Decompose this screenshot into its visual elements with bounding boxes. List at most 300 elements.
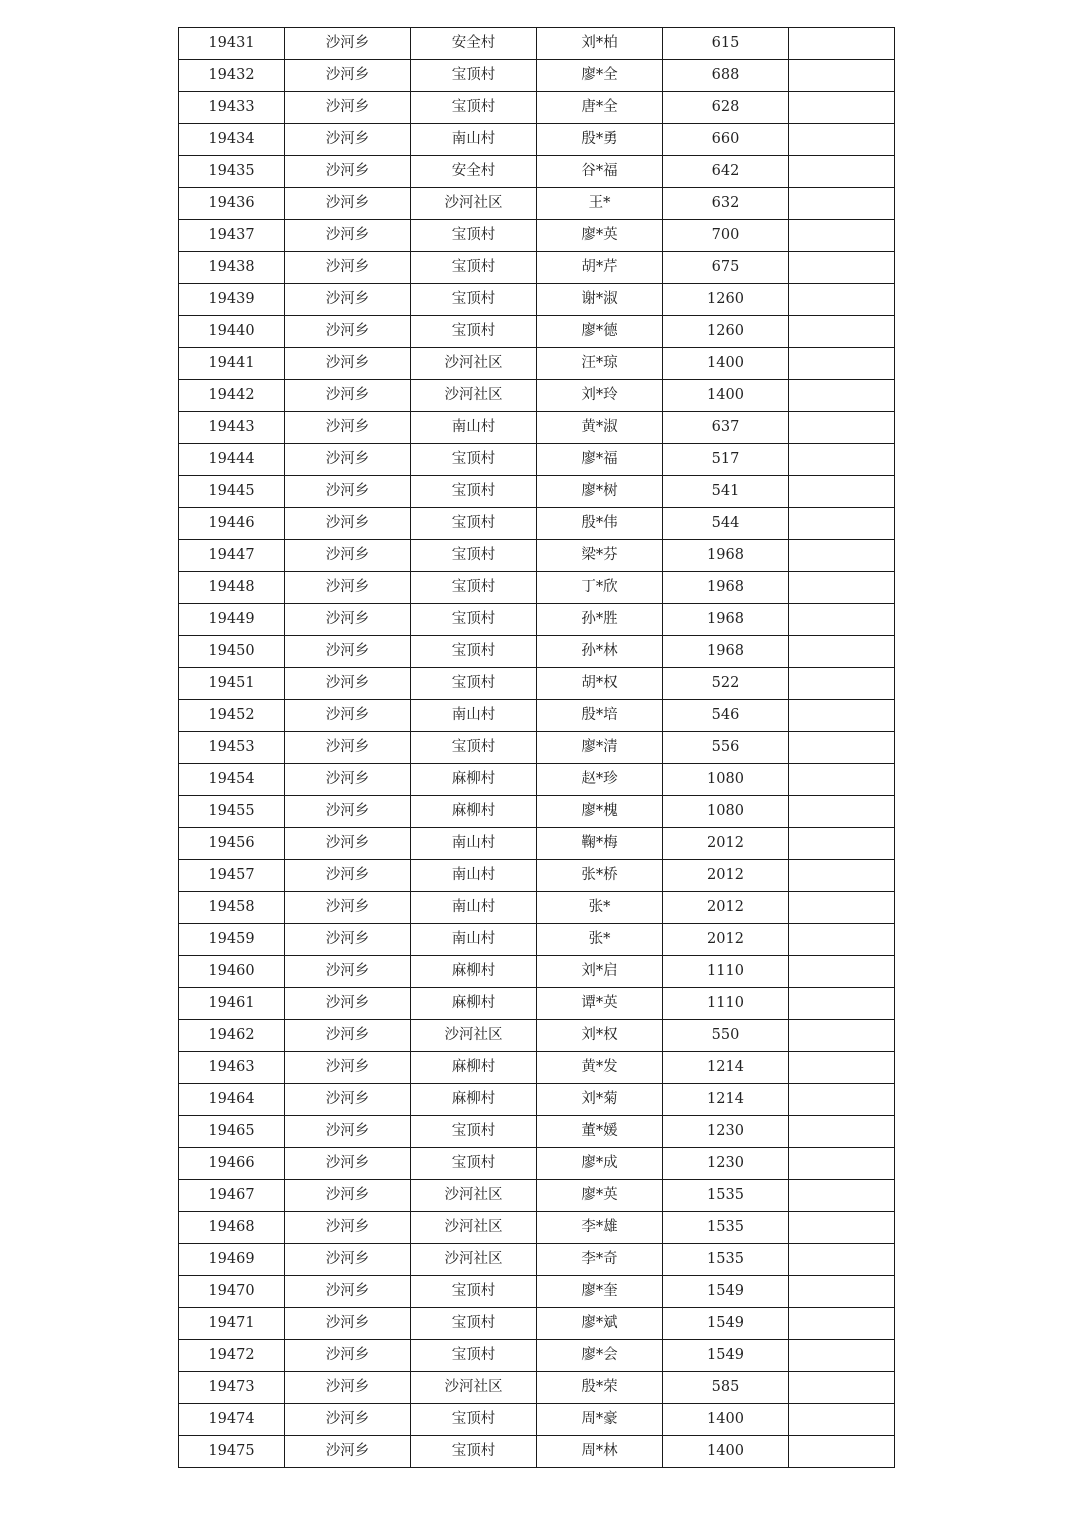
name-cell: 孙*林 [537, 636, 663, 668]
village-cell: 南山村 [411, 700, 537, 732]
township-cell: 沙河乡 [285, 1116, 411, 1148]
village-cell: 宝顶村 [411, 220, 537, 252]
amount-cell: 628 [663, 92, 789, 124]
name-cell: 廖*英 [537, 1180, 663, 1212]
amount-cell: 632 [663, 188, 789, 220]
name-cell: 谷*福 [537, 156, 663, 188]
village-cell: 麻柳村 [411, 1052, 537, 1084]
township-cell: 沙河乡 [285, 220, 411, 252]
name-cell: 唐*全 [537, 92, 663, 124]
name-cell: 张* [537, 892, 663, 924]
serial-number-cell: 19460 [179, 956, 285, 988]
village-cell: 宝顶村 [411, 1340, 537, 1372]
township-cell: 沙河乡 [285, 636, 411, 668]
township-cell: 沙河乡 [285, 956, 411, 988]
village-cell: 宝顶村 [411, 92, 537, 124]
serial-number-cell: 19447 [179, 540, 285, 572]
table-row [179, 412, 895, 444]
table-row [179, 732, 895, 764]
serial-number-cell: 19443 [179, 412, 285, 444]
amount-cell: 2012 [663, 860, 789, 892]
remark-cell [789, 252, 895, 284]
amount-cell: 637 [663, 412, 789, 444]
remark-cell [789, 1020, 895, 1052]
table-row [179, 892, 895, 924]
township-cell: 沙河乡 [285, 156, 411, 188]
remark-cell [789, 668, 895, 700]
remark-cell [789, 60, 895, 92]
amount-cell: 1549 [663, 1340, 789, 1372]
name-cell: 黄*发 [537, 1052, 663, 1084]
amount-cell: 1535 [663, 1212, 789, 1244]
serial-number-cell: 19469 [179, 1244, 285, 1276]
remark-cell [789, 124, 895, 156]
serial-number-cell: 19466 [179, 1148, 285, 1180]
serial-number-cell: 19433 [179, 92, 285, 124]
township-cell: 沙河乡 [285, 1020, 411, 1052]
amount-cell: 541 [663, 476, 789, 508]
township-cell: 沙河乡 [285, 700, 411, 732]
name-cell: 殷*培 [537, 700, 663, 732]
name-cell: 廖*清 [537, 732, 663, 764]
table-row [179, 1244, 895, 1276]
township-cell: 沙河乡 [285, 28, 411, 60]
name-cell: 刘*柏 [537, 28, 663, 60]
name-cell: 谭*英 [537, 988, 663, 1020]
township-cell: 沙河乡 [285, 1052, 411, 1084]
amount-cell: 1535 [663, 1180, 789, 1212]
serial-number-cell: 19468 [179, 1212, 285, 1244]
serial-number-cell: 19462 [179, 1020, 285, 1052]
amount-cell: 2012 [663, 924, 789, 956]
amount-cell: 585 [663, 1372, 789, 1404]
remark-cell [789, 700, 895, 732]
name-cell: 刘*启 [537, 956, 663, 988]
name-cell: 汪*琼 [537, 348, 663, 380]
amount-cell: 1230 [663, 1148, 789, 1180]
name-cell: 廖*奎 [537, 1276, 663, 1308]
township-cell: 沙河乡 [285, 860, 411, 892]
remark-cell [789, 284, 895, 316]
table-row [179, 988, 895, 1020]
township-cell: 沙河乡 [285, 1372, 411, 1404]
village-cell: 宝顶村 [411, 60, 537, 92]
village-cell: 沙河社区 [411, 1212, 537, 1244]
table-row [179, 60, 895, 92]
name-cell: 胡*权 [537, 668, 663, 700]
village-cell: 沙河社区 [411, 1180, 537, 1212]
township-cell: 沙河乡 [285, 796, 411, 828]
remark-cell [789, 1372, 895, 1404]
township-cell: 沙河乡 [285, 1148, 411, 1180]
township-cell: 沙河乡 [285, 540, 411, 572]
name-cell: 廖*斌 [537, 1308, 663, 1340]
amount-cell: 1549 [663, 1276, 789, 1308]
table-row [179, 1340, 895, 1372]
township-cell: 沙河乡 [285, 764, 411, 796]
remark-cell [789, 540, 895, 572]
amount-cell: 1110 [663, 956, 789, 988]
remark-cell [789, 1116, 895, 1148]
name-cell: 廖*英 [537, 220, 663, 252]
name-cell: 周*豪 [537, 1404, 663, 1436]
name-cell: 梁*芬 [537, 540, 663, 572]
township-cell: 沙河乡 [285, 188, 411, 220]
table-row [179, 1372, 895, 1404]
serial-number-cell: 19471 [179, 1308, 285, 1340]
amount-cell: 700 [663, 220, 789, 252]
serial-number-cell: 19459 [179, 924, 285, 956]
table-row [179, 316, 895, 348]
amount-cell: 1214 [663, 1084, 789, 1116]
name-cell: 黄*淑 [537, 412, 663, 444]
table-row [179, 956, 895, 988]
village-cell: 宝顶村 [411, 1276, 537, 1308]
remark-cell [789, 156, 895, 188]
township-cell: 沙河乡 [285, 316, 411, 348]
name-cell: 殷*勇 [537, 124, 663, 156]
name-cell: 刘*玲 [537, 380, 663, 412]
name-cell: 廖*全 [537, 60, 663, 92]
remark-cell [789, 348, 895, 380]
amount-cell: 1400 [663, 380, 789, 412]
amount-cell: 1110 [663, 988, 789, 1020]
amount-cell: 550 [663, 1020, 789, 1052]
table-row [179, 700, 895, 732]
remark-cell [789, 924, 895, 956]
serial-number-cell: 19454 [179, 764, 285, 796]
table-row [179, 540, 895, 572]
name-cell: 廖*槐 [537, 796, 663, 828]
township-cell: 沙河乡 [285, 60, 411, 92]
serial-number-cell: 19450 [179, 636, 285, 668]
remark-cell [789, 28, 895, 60]
name-cell: 李*奇 [537, 1244, 663, 1276]
amount-cell: 1080 [663, 796, 789, 828]
village-cell: 麻柳村 [411, 1084, 537, 1116]
table-row [179, 1180, 895, 1212]
amount-cell: 688 [663, 60, 789, 92]
village-cell: 宝顶村 [411, 604, 537, 636]
name-cell: 孙*胜 [537, 604, 663, 636]
village-cell: 宝顶村 [411, 636, 537, 668]
serial-number-cell: 19475 [179, 1436, 285, 1468]
amount-cell: 1549 [663, 1308, 789, 1340]
table-row [179, 860, 895, 892]
table-row [179, 508, 895, 540]
remark-cell [789, 1308, 895, 1340]
township-cell: 沙河乡 [285, 1340, 411, 1372]
amount-cell: 660 [663, 124, 789, 156]
village-cell: 宝顶村 [411, 1148, 537, 1180]
remark-cell [789, 1436, 895, 1468]
table-row [179, 572, 895, 604]
township-cell: 沙河乡 [285, 732, 411, 764]
township-cell: 沙河乡 [285, 380, 411, 412]
village-cell: 宝顶村 [411, 732, 537, 764]
township-cell: 沙河乡 [285, 1308, 411, 1340]
serial-number-cell: 19474 [179, 1404, 285, 1436]
amount-cell: 1400 [663, 1404, 789, 1436]
village-cell: 南山村 [411, 924, 537, 956]
amount-cell: 1968 [663, 604, 789, 636]
table-row [179, 764, 895, 796]
village-cell: 南山村 [411, 860, 537, 892]
township-cell: 沙河乡 [285, 124, 411, 156]
serial-number-cell: 19444 [179, 444, 285, 476]
village-cell: 沙河社区 [411, 1372, 537, 1404]
serial-number-cell: 19452 [179, 700, 285, 732]
remark-cell [789, 828, 895, 860]
remark-cell [789, 860, 895, 892]
village-cell: 宝顶村 [411, 1404, 537, 1436]
serial-number-cell: 19434 [179, 124, 285, 156]
serial-number-cell: 19437 [179, 220, 285, 252]
township-cell: 沙河乡 [285, 508, 411, 540]
serial-number-cell: 19457 [179, 860, 285, 892]
amount-cell: 675 [663, 252, 789, 284]
serial-number-cell: 19441 [179, 348, 285, 380]
village-cell: 沙河社区 [411, 348, 537, 380]
table-row [179, 476, 895, 508]
remark-cell [789, 220, 895, 252]
serial-number-cell: 19451 [179, 668, 285, 700]
name-cell: 董*媛 [537, 1116, 663, 1148]
village-cell: 麻柳村 [411, 956, 537, 988]
serial-number-cell: 19458 [179, 892, 285, 924]
serial-number-cell: 19446 [179, 508, 285, 540]
table-row [179, 284, 895, 316]
remark-cell [789, 572, 895, 604]
name-cell: 赵*珍 [537, 764, 663, 796]
amount-cell: 1230 [663, 1116, 789, 1148]
table-row [179, 380, 895, 412]
table-row [179, 1212, 895, 1244]
village-cell: 沙河社区 [411, 188, 537, 220]
remark-cell [789, 1404, 895, 1436]
remark-cell [789, 508, 895, 540]
village-cell: 宝顶村 [411, 444, 537, 476]
remark-cell [789, 316, 895, 348]
remark-cell [789, 412, 895, 444]
table-row [179, 1148, 895, 1180]
amount-cell: 1400 [663, 348, 789, 380]
village-cell: 宝顶村 [411, 1436, 537, 1468]
name-cell: 胡*芹 [537, 252, 663, 284]
village-cell: 宝顶村 [411, 1308, 537, 1340]
table-row [179, 252, 895, 284]
serial-number-cell: 19453 [179, 732, 285, 764]
table-row [179, 796, 895, 828]
table-row [179, 1116, 895, 1148]
remark-cell [789, 444, 895, 476]
serial-number-cell: 19455 [179, 796, 285, 828]
name-cell: 王* [537, 188, 663, 220]
township-cell: 沙河乡 [285, 1212, 411, 1244]
township-cell: 沙河乡 [285, 1404, 411, 1436]
village-cell: 宝顶村 [411, 316, 537, 348]
table-row [179, 28, 895, 60]
name-cell: 廖*树 [537, 476, 663, 508]
table-row [179, 124, 895, 156]
serial-number-cell: 19438 [179, 252, 285, 284]
amount-cell: 1080 [663, 764, 789, 796]
village-cell: 沙河社区 [411, 1244, 537, 1276]
table-row [179, 924, 895, 956]
amount-cell: 522 [663, 668, 789, 700]
table-row [179, 604, 895, 636]
amount-cell: 615 [663, 28, 789, 60]
township-cell: 沙河乡 [285, 412, 411, 444]
remark-cell [789, 188, 895, 220]
village-cell: 麻柳村 [411, 988, 537, 1020]
remark-cell [789, 956, 895, 988]
serial-number-cell: 19436 [179, 188, 285, 220]
name-cell: 廖*德 [537, 316, 663, 348]
township-cell: 沙河乡 [285, 1084, 411, 1116]
amount-cell: 1535 [663, 1244, 789, 1276]
table-row [179, 1436, 895, 1468]
serial-number-cell: 19461 [179, 988, 285, 1020]
table-row [179, 92, 895, 124]
table-row [179, 636, 895, 668]
township-cell: 沙河乡 [285, 924, 411, 956]
serial-number-cell: 19464 [179, 1084, 285, 1116]
township-cell: 沙河乡 [285, 252, 411, 284]
remark-cell [789, 604, 895, 636]
remark-cell [789, 1276, 895, 1308]
table-row [179, 1308, 895, 1340]
village-cell: 宝顶村 [411, 252, 537, 284]
serial-number-cell: 19445 [179, 476, 285, 508]
amount-cell: 1260 [663, 284, 789, 316]
village-cell: 宝顶村 [411, 572, 537, 604]
township-cell: 沙河乡 [285, 988, 411, 1020]
village-cell: 麻柳村 [411, 764, 537, 796]
amount-cell: 1968 [663, 572, 789, 604]
table-row [179, 220, 895, 252]
serial-number-cell: 19456 [179, 828, 285, 860]
serial-number-cell: 19472 [179, 1340, 285, 1372]
serial-number-cell: 19435 [179, 156, 285, 188]
township-cell: 沙河乡 [285, 892, 411, 924]
township-cell: 沙河乡 [285, 572, 411, 604]
name-cell: 殷*伟 [537, 508, 663, 540]
village-cell: 南山村 [411, 828, 537, 860]
records-table-body [179, 28, 895, 1468]
document-page [178, 27, 894, 1468]
table-row [179, 156, 895, 188]
table-row [179, 1404, 895, 1436]
village-cell: 宝顶村 [411, 668, 537, 700]
name-cell: 李*雄 [537, 1212, 663, 1244]
name-cell: 廖*福 [537, 444, 663, 476]
serial-number-cell: 19467 [179, 1180, 285, 1212]
amount-cell: 2012 [663, 828, 789, 860]
amount-cell: 1260 [663, 316, 789, 348]
remark-cell [789, 732, 895, 764]
township-cell: 沙河乡 [285, 1244, 411, 1276]
table-row [179, 348, 895, 380]
amount-cell: 1400 [663, 1436, 789, 1468]
amount-cell: 544 [663, 508, 789, 540]
village-cell: 南山村 [411, 412, 537, 444]
village-cell: 宝顶村 [411, 540, 537, 572]
name-cell: 周*林 [537, 1436, 663, 1468]
table-row [179, 828, 895, 860]
remark-cell [789, 380, 895, 412]
amount-cell: 642 [663, 156, 789, 188]
village-cell: 安全村 [411, 28, 537, 60]
village-cell: 宝顶村 [411, 1116, 537, 1148]
township-cell: 沙河乡 [285, 444, 411, 476]
serial-number-cell: 19442 [179, 380, 285, 412]
village-cell: 宝顶村 [411, 476, 537, 508]
name-cell: 谢*淑 [537, 284, 663, 316]
table-row [179, 1020, 895, 1052]
table-row [179, 668, 895, 700]
name-cell: 鞠*梅 [537, 828, 663, 860]
table-row [179, 1084, 895, 1116]
village-cell: 南山村 [411, 124, 537, 156]
name-cell: 刘*权 [537, 1020, 663, 1052]
table-row [179, 188, 895, 220]
name-cell: 张*桥 [537, 860, 663, 892]
amount-cell: 556 [663, 732, 789, 764]
name-cell: 丁*欣 [537, 572, 663, 604]
township-cell: 沙河乡 [285, 476, 411, 508]
amount-cell: 1968 [663, 636, 789, 668]
township-cell: 沙河乡 [285, 92, 411, 124]
amount-cell: 1968 [663, 540, 789, 572]
remark-cell [789, 476, 895, 508]
township-cell: 沙河乡 [285, 1180, 411, 1212]
serial-number-cell: 19473 [179, 1372, 285, 1404]
amount-cell: 2012 [663, 892, 789, 924]
township-cell: 沙河乡 [285, 668, 411, 700]
name-cell: 刘*菊 [537, 1084, 663, 1116]
remark-cell [789, 764, 895, 796]
village-cell: 沙河社区 [411, 1020, 537, 1052]
name-cell: 廖*成 [537, 1148, 663, 1180]
table-row [179, 1052, 895, 1084]
remark-cell [789, 1084, 895, 1116]
records-table [178, 27, 895, 1468]
township-cell: 沙河乡 [285, 604, 411, 636]
serial-number-cell: 19449 [179, 604, 285, 636]
remark-cell [789, 1244, 895, 1276]
serial-number-cell: 19440 [179, 316, 285, 348]
name-cell: 殷*荣 [537, 1372, 663, 1404]
village-cell: 宝顶村 [411, 284, 537, 316]
amount-cell: 546 [663, 700, 789, 732]
township-cell: 沙河乡 [285, 348, 411, 380]
name-cell: 廖*会 [537, 1340, 663, 1372]
township-cell: 沙河乡 [285, 1276, 411, 1308]
table-row [179, 1276, 895, 1308]
village-cell: 麻柳村 [411, 796, 537, 828]
remark-cell [789, 892, 895, 924]
table-row [179, 444, 895, 476]
township-cell: 沙河乡 [285, 1436, 411, 1468]
village-cell: 安全村 [411, 156, 537, 188]
serial-number-cell: 19439 [179, 284, 285, 316]
remark-cell [789, 1052, 895, 1084]
remark-cell [789, 796, 895, 828]
village-cell: 宝顶村 [411, 508, 537, 540]
remark-cell [789, 1340, 895, 1372]
village-cell: 沙河社区 [411, 380, 537, 412]
